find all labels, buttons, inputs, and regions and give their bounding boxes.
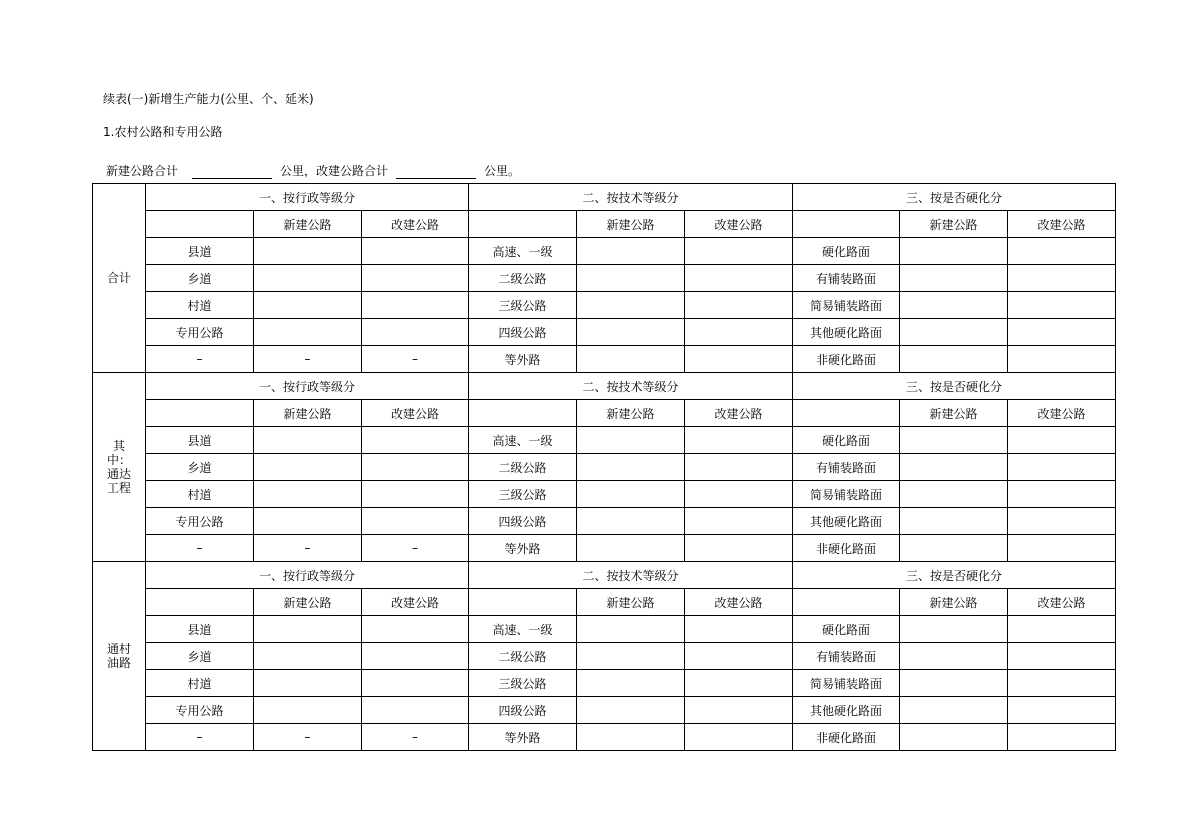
value-cell[interactable] [1008, 292, 1116, 319]
sub-header-new: 新建公路 [577, 211, 685, 238]
value-cell[interactable] [900, 643, 1008, 670]
block-label: 通村油路 [106, 642, 131, 670]
group-header-row [93, 373, 1116, 400]
value-cell[interactable] [577, 265, 685, 292]
value-cell[interactable] [577, 535, 685, 562]
dash-cell: – [362, 535, 469, 562]
value-cell[interactable] [362, 697, 469, 724]
dash-cell: – [362, 346, 469, 373]
sub-header-empty [146, 211, 254, 238]
value-cell[interactable] [685, 454, 793, 481]
table-row [93, 724, 1116, 751]
value-cell[interactable] [577, 670, 685, 697]
tech-level-label: 二级公路 [469, 643, 577, 670]
value-cell[interactable] [254, 670, 362, 697]
new-road-total-blank[interactable] [192, 164, 272, 179]
tech-level-label: 等外路 [469, 535, 577, 562]
sub-header-new: 新建公路 [254, 400, 362, 427]
value-cell[interactable] [685, 292, 793, 319]
admin-level-label: – [146, 346, 254, 373]
sub-header-empty [146, 400, 254, 427]
section-heading: 1.农村公路和专用公路 [103, 125, 223, 139]
group-header: 二、按技术等级分 [469, 562, 793, 589]
table-row [93, 454, 1116, 481]
value-cell[interactable] [362, 427, 469, 454]
value-cell[interactable] [685, 265, 793, 292]
value-cell[interactable] [1008, 238, 1116, 265]
sub-header-rebuild: 改建公路 [1008, 400, 1116, 427]
value-cell[interactable] [362, 670, 469, 697]
table-row [93, 535, 1116, 562]
value-cell[interactable] [685, 643, 793, 670]
value-cell[interactable] [685, 481, 793, 508]
value-cell[interactable] [1008, 508, 1116, 535]
sub-header-rebuild: 改建公路 [685, 589, 793, 616]
table-row [93, 346, 1116, 373]
summary-line [106, 162, 520, 180]
value-cell[interactable] [685, 238, 793, 265]
value-cell[interactable] [577, 508, 685, 535]
surface-type-label: 有铺装路面 [793, 454, 900, 481]
sub-header-rebuild: 改建公路 [1008, 211, 1116, 238]
value-cell[interactable] [685, 670, 793, 697]
value-cell[interactable] [1008, 643, 1116, 670]
group-header: 一、按行政等级分 [146, 562, 469, 589]
value-cell[interactable] [577, 319, 685, 346]
surface-type-label: 简易铺装路面 [793, 481, 900, 508]
value-cell[interactable] [254, 454, 362, 481]
block-label-cell [93, 184, 146, 373]
value-cell[interactable] [900, 292, 1008, 319]
dash-cell: – [362, 724, 469, 751]
surface-type-label: 简易铺装路面 [793, 292, 900, 319]
admin-level-label: – [146, 724, 254, 751]
value-cell[interactable] [254, 292, 362, 319]
tech-level-label: 二级公路 [469, 265, 577, 292]
value-cell[interactable] [900, 346, 1008, 373]
admin-level-label: 专用公路 [146, 697, 254, 724]
block-label-cell [93, 562, 146, 751]
table-row [93, 508, 1116, 535]
sub-header-new: 新建公路 [254, 211, 362, 238]
dash-cell: – [254, 535, 362, 562]
value-cell[interactable] [254, 265, 362, 292]
surface-type-label: 有铺装路面 [793, 265, 900, 292]
admin-level-label: – [146, 535, 254, 562]
sub-header-empty [793, 211, 900, 238]
table-row [93, 265, 1116, 292]
admin-level-label: 村道 [146, 670, 254, 697]
rebuild-road-total-blank[interactable] [396, 164, 476, 179]
group-header: 三、按是否硬化分 [793, 373, 1116, 400]
value-cell[interactable] [1008, 697, 1116, 724]
value-cell[interactable] [1008, 265, 1116, 292]
tech-level-label: 四级公路 [469, 319, 577, 346]
tech-level-label: 四级公路 [469, 508, 577, 535]
value-cell[interactable] [1008, 535, 1116, 562]
value-cell[interactable] [685, 616, 793, 643]
admin-level-label: 乡道 [146, 643, 254, 670]
value-cell[interactable] [254, 427, 362, 454]
sub-header-rebuild: 改建公路 [1008, 589, 1116, 616]
surface-type-label: 其他硬化路面 [793, 319, 900, 346]
value-cell[interactable] [362, 508, 469, 535]
capacity-table [92, 183, 1116, 751]
admin-level-label: 乡道 [146, 265, 254, 292]
surface-type-label: 硬化路面 [793, 616, 900, 643]
value-cell[interactable] [900, 616, 1008, 643]
value-cell[interactable] [685, 427, 793, 454]
surface-type-label: 简易铺装路面 [793, 670, 900, 697]
tech-level-label: 三级公路 [469, 481, 577, 508]
value-cell[interactable] [577, 427, 685, 454]
value-cell[interactable] [1008, 616, 1116, 643]
value-cell[interactable] [1008, 454, 1116, 481]
tech-level-label: 高速、一级 [469, 238, 577, 265]
surface-type-label: 非硬化路面 [793, 724, 900, 751]
admin-level-label: 专用公路 [146, 319, 254, 346]
value-cell[interactable] [577, 643, 685, 670]
value-cell[interactable] [362, 616, 469, 643]
value-cell[interactable] [685, 724, 793, 751]
value-cell[interactable] [685, 319, 793, 346]
table-row [93, 427, 1116, 454]
admin-level-label: 县道 [146, 616, 254, 643]
value-cell[interactable] [900, 238, 1008, 265]
tech-level-label: 二级公路 [469, 454, 577, 481]
tech-level-label: 四级公路 [469, 697, 577, 724]
sub-header-new: 新建公路 [577, 589, 685, 616]
rebuild-road-total-label: 公里，改建公路合计 [280, 164, 389, 178]
table-row [93, 292, 1116, 319]
table-row [93, 616, 1116, 643]
value-cell[interactable] [362, 481, 469, 508]
sub-header-empty [793, 589, 900, 616]
value-cell[interactable] [577, 238, 685, 265]
value-cell[interactable] [900, 508, 1008, 535]
value-cell[interactable] [254, 616, 362, 643]
dash-cell: – [254, 724, 362, 751]
value-cell[interactable] [900, 265, 1008, 292]
block-label: 其中：通达工程 [106, 439, 131, 495]
sub-header-empty [793, 400, 900, 427]
table-row [93, 670, 1116, 697]
new-road-total-label: 新建公路合计 [106, 164, 179, 178]
surface-type-label: 非硬化路面 [793, 346, 900, 373]
table-row [93, 481, 1116, 508]
surface-type-label: 非硬化路面 [793, 535, 900, 562]
sub-header-new: 新建公路 [900, 400, 1008, 427]
block-label: 合计 [106, 271, 131, 285]
admin-level-label: 县道 [146, 427, 254, 454]
value-cell[interactable] [362, 643, 469, 670]
table-row [93, 238, 1116, 265]
admin-level-label: 村道 [146, 292, 254, 319]
value-cell[interactable] [577, 697, 685, 724]
value-cell[interactable] [362, 319, 469, 346]
group-header: 一、按行政等级分 [146, 184, 469, 211]
value-cell[interactable] [577, 616, 685, 643]
value-cell[interactable] [254, 238, 362, 265]
sub-header-rebuild: 改建公路 [362, 589, 469, 616]
value-cell[interactable] [1008, 319, 1116, 346]
sub-header-rebuild: 改建公路 [685, 211, 793, 238]
sub-header-new: 新建公路 [900, 589, 1008, 616]
surface-type-label: 硬化路面 [793, 427, 900, 454]
sub-header-rebuild: 改建公路 [685, 400, 793, 427]
value-cell[interactable] [685, 535, 793, 562]
surface-type-label: 有铺装路面 [793, 643, 900, 670]
sub-header-empty [469, 589, 577, 616]
value-cell[interactable] [1008, 427, 1116, 454]
sub-header-rebuild: 改建公路 [362, 400, 469, 427]
value-cell[interactable] [577, 346, 685, 373]
value-cell[interactable] [900, 427, 1008, 454]
value-cell[interactable] [577, 724, 685, 751]
admin-level-label: 县道 [146, 238, 254, 265]
value-cell[interactable] [900, 535, 1008, 562]
value-cell[interactable] [685, 346, 793, 373]
value-cell[interactable] [900, 724, 1008, 751]
value-cell[interactable] [900, 319, 1008, 346]
sub-header-new: 新建公路 [577, 400, 685, 427]
value-cell[interactable] [577, 292, 685, 319]
value-cell[interactable] [362, 292, 469, 319]
sub-header-row [93, 211, 1116, 238]
sub-header-row [93, 400, 1116, 427]
tech-level-label: 三级公路 [469, 670, 577, 697]
value-cell[interactable] [362, 265, 469, 292]
page-title: 续表(一)新增生产能力(公里、个、延米) [103, 92, 314, 106]
value-cell[interactable] [254, 643, 362, 670]
tech-level-label: 高速、一级 [469, 427, 577, 454]
tech-level-label: 三级公路 [469, 292, 577, 319]
value-cell[interactable] [1008, 670, 1116, 697]
value-cell[interactable] [362, 238, 469, 265]
tech-level-label: 等外路 [469, 346, 577, 373]
group-header: 三、按是否硬化分 [793, 184, 1116, 211]
group-header: 二、按技术等级分 [469, 373, 793, 400]
value-cell[interactable] [1008, 481, 1116, 508]
sub-header-new: 新建公路 [254, 589, 362, 616]
value-cell[interactable] [900, 670, 1008, 697]
value-cell[interactable] [254, 481, 362, 508]
dash-cell: – [254, 346, 362, 373]
value-cell[interactable] [254, 508, 362, 535]
tech-level-label: 等外路 [469, 724, 577, 751]
table-row [93, 697, 1116, 724]
admin-level-label: 专用公路 [146, 508, 254, 535]
value-cell[interactable] [685, 697, 793, 724]
value-cell[interactable] [577, 481, 685, 508]
group-header: 三、按是否硬化分 [793, 562, 1116, 589]
group-header-row [93, 184, 1116, 211]
value-cell[interactable] [577, 454, 685, 481]
value-cell[interactable] [254, 319, 362, 346]
admin-level-label: 乡道 [146, 454, 254, 481]
unit-end-label: 公里。 [484, 164, 521, 178]
block-label-cell [93, 373, 146, 562]
sub-header-row [93, 589, 1116, 616]
value-cell[interactable] [1008, 724, 1116, 751]
value-cell[interactable] [900, 454, 1008, 481]
group-header-row [93, 562, 1116, 589]
value-cell[interactable] [1008, 346, 1116, 373]
tech-level-label: 高速、一级 [469, 616, 577, 643]
value-cell[interactable] [685, 508, 793, 535]
sub-header-new: 新建公路 [900, 211, 1008, 238]
surface-type-label: 其他硬化路面 [793, 697, 900, 724]
group-header: 一、按行政等级分 [146, 373, 469, 400]
surface-type-label: 其他硬化路面 [793, 508, 900, 535]
value-cell[interactable] [362, 454, 469, 481]
table-row [93, 643, 1116, 670]
sub-header-empty [146, 589, 254, 616]
value-cell[interactable] [254, 697, 362, 724]
sub-header-empty [469, 211, 577, 238]
group-header: 二、按技术等级分 [469, 184, 793, 211]
surface-type-label: 硬化路面 [793, 238, 900, 265]
value-cell[interactable] [900, 697, 1008, 724]
table-row [93, 319, 1116, 346]
sub-header-rebuild: 改建公路 [362, 211, 469, 238]
sub-header-empty [469, 400, 577, 427]
value-cell[interactable] [900, 481, 1008, 508]
admin-level-label: 村道 [146, 481, 254, 508]
